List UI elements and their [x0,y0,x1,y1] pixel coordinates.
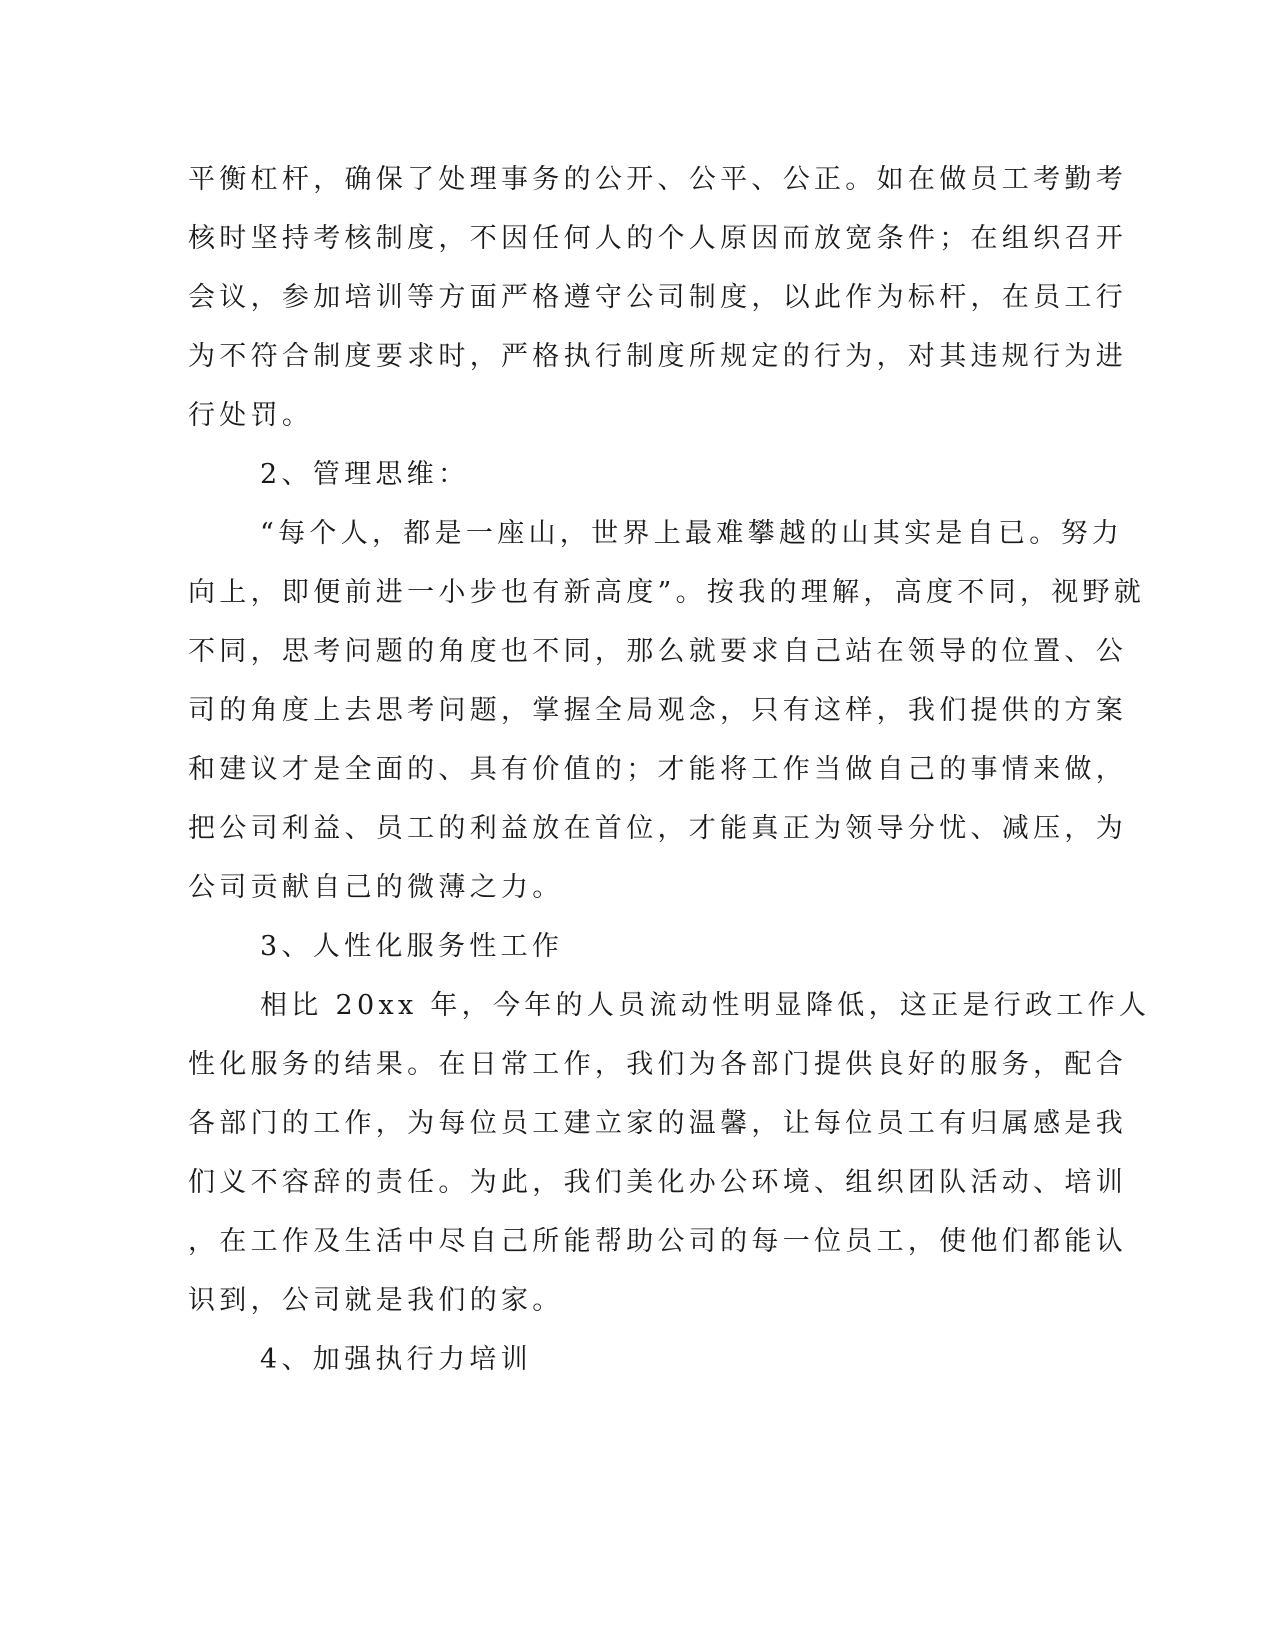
paragraph-line: 和建议才是全面的、具有价值的；才能将工作当做自己的事情来做， [188,754,1127,785]
paragraph-line: 不同，思考问题的角度也不同，那么就要求自己站在领导的位置、公 [188,636,1127,667]
paragraph-line: 平衡杠杆，确保了处理事务的公开、公平、公正。如在做员工考勤考 [188,164,1127,195]
paragraph-line: 行处罚。 [188,400,314,431]
section-heading: 3、人性化服务性工作 [260,931,564,962]
paragraph-line: 性化服务的结果。在日常工作，我们为各部门提供良好的服务，配合 [188,1049,1127,1080]
section-heading: 4、加强执行力培训 [260,1344,532,1375]
paragraph-line: 会议，参加培训等方面严格遵守公司制度，以此作为标杆，在员工行 [188,282,1127,313]
section-heading: 2、管理思维： [260,459,470,490]
paragraph-line: 向上，即便前进一小步也有新高度”。按我的理解，高度不同，视野就 [188,577,1146,608]
paragraph-line: 把公司利益、员工的利益放在首位，才能真正为领导分忧、减压，为 [188,813,1127,844]
paragraph-line: 司的角度上去思考问题，掌握全局观念，只有这样，我们提供的方案 [188,695,1127,726]
paragraph-line: ，在工作及生活中尽自己所能帮助公司的每一位员工，使他们都能认 [188,1226,1127,1257]
paragraph-line: 们义不容辞的责任。为此，我们美化办公环境、组织团队活动、培训 [188,1167,1127,1198]
paragraph-line: “每个人，都是一座山，世界上最难攀越的山其实是自已。努力 [260,518,1124,549]
paragraph-line: 各部门的工作，为每位员工建立家的温馨，让每位员工有归属感是我 [188,1108,1127,1139]
paragraph-line: 识到，公司就是我们的家。 [188,1285,564,1316]
paragraph-line: 公司贡献自己的微薄之力。 [188,872,564,903]
paragraph-line: 相比 20xx 年，今年的人员流动性明显降低，这正是行政工作人 [260,990,1151,1021]
paragraph-line: 核时坚持考核制度，不因任何人的个人原因而放宽条件；在组织召开 [188,223,1127,254]
paragraph-line: 为不符合制度要求时，严格执行制度所规定的行为，对其违规行为进 [188,341,1127,372]
